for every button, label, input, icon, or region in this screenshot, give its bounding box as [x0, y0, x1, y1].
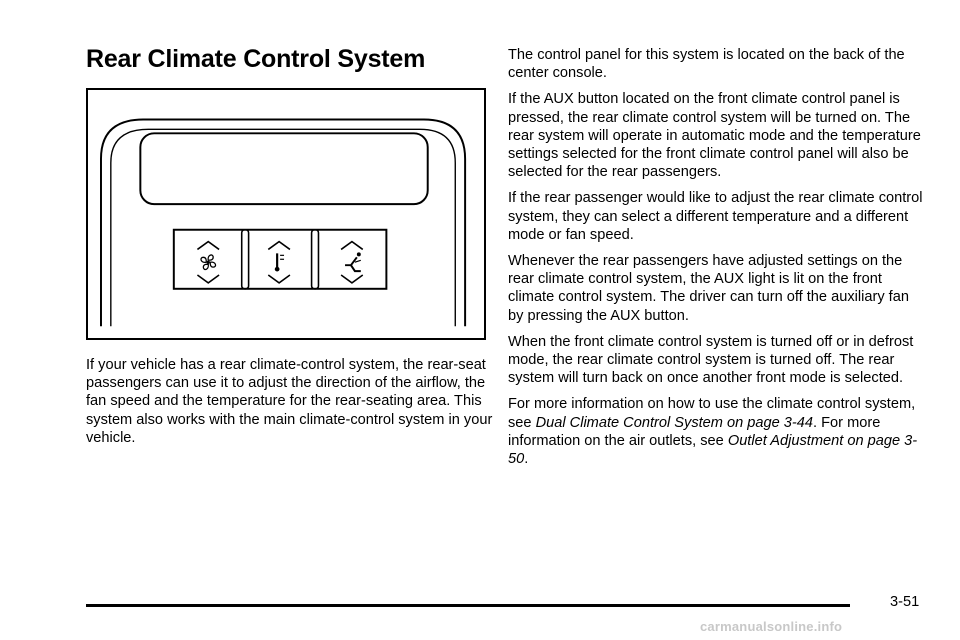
more-info-text-1: For more information on how to use the climate control system, see: [508, 396, 916, 431]
paragraph-rear-adjust: If the rear passenger would like to adjust the rear climate control system, they can select a different temperature and a different mode or fan speed.: [508, 190, 923, 243]
mode-icon: [345, 252, 361, 271]
rear-climate-panel-figure: [86, 88, 486, 340]
paragraph-more-information: [508, 395, 928, 468]
page-heading: Rear Climate Control System: [86, 45, 426, 73]
rear-climate-panel-illustration: [88, 90, 484, 338]
paragraph-aux-light: Whenever the rear passengers have adjusted settings on the rear climate control system, the AUX light is lit on the front climate control system. The driver can turn off the auxiliary fan by pressing the AUX button.: [508, 253, 909, 324]
page-number: 3-51: [890, 594, 920, 610]
watermark: carmanualsonline.info: [700, 619, 843, 634]
temperature-button[interactable]: [268, 242, 290, 283]
reference-dual-climate-control[interactable]: Dual Climate Control System on page 3-44: [535, 414, 814, 431]
temperature-icon: [275, 253, 284, 271]
footer-rule: [86, 604, 850, 607]
mode-button[interactable]: [341, 242, 363, 283]
paragraph-defrost-mode: When the front climate control system is turned off or in defrost mode, the rear climate control system is turned off. The rear system will turn back on once another front mode is selected.: [508, 333, 914, 387]
reference-outlet-adjustment[interactable]: Outlet Adjustment on page 3-50: [508, 432, 918, 468]
display-window: [140, 133, 427, 204]
fan-icon: [201, 255, 216, 270]
fan-button[interactable]: [197, 242, 219, 283]
more-info-text-2: . For more information on the air outlets, see: [508, 414, 881, 449]
more-info-text-3: .: [524, 451, 529, 468]
left-paragraph: If your vehicle has a rear climate-control system, the rear-seat passengers can use it to adjust the direction of the airflow, the fan speed and the temperature for the rear-seating area. This system also works with the main climate-control system in your vehicle.: [86, 357, 493, 446]
paragraph-aux-button: If the AUX button located on the front climate control panel is pressed, the rear climate control system will be turned on. The rear system will operate in automatic mode and the temperature settings selected for the front climate control panel will also be selected for the rear passengers.: [508, 91, 921, 181]
paragraph-control-panel-location: The control panel for this system is located on the back of the center console.: [508, 47, 905, 82]
